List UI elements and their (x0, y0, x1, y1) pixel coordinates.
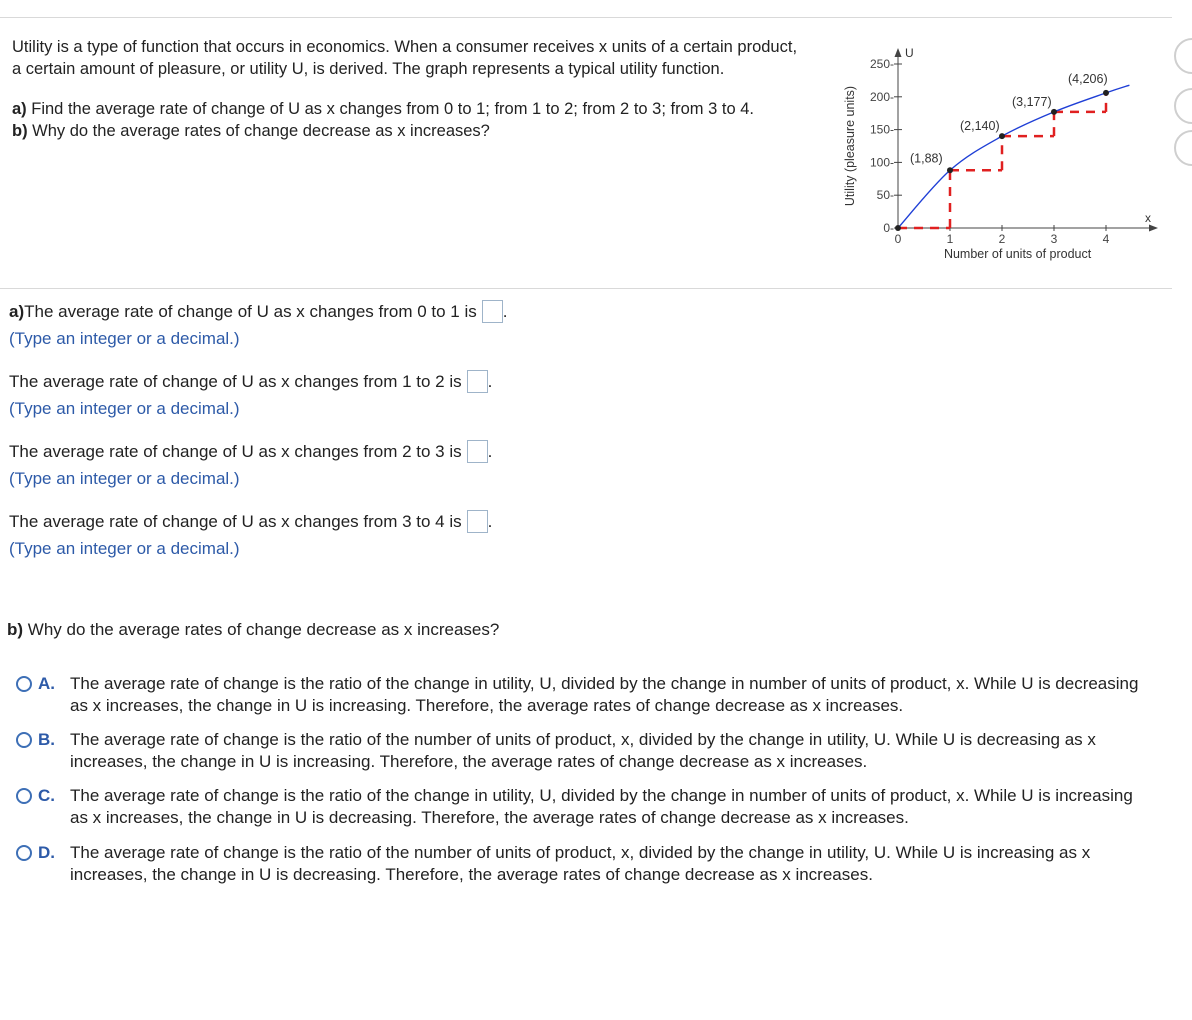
data-point-label: (4,206) (1068, 71, 1108, 86)
part-b-text: Why do the average rates of change decrease as x increases? (27, 122, 490, 140)
radio-d[interactable] (16, 845, 32, 861)
top-divider (0, 17, 1172, 18)
answer-1 (9, 300, 508, 350)
x-var-label: x (1145, 211, 1151, 225)
x-tick-label: 2 (998, 232, 1006, 246)
period: . (502, 301, 508, 321)
problem-part-a (12, 98, 812, 120)
utility-graph (832, 36, 1162, 276)
side-tab-top[interactable] (1174, 38, 1192, 74)
choice-a[interactable] (16, 673, 1150, 717)
x-tick-label: 4 (1102, 232, 1110, 246)
y-var-label: U (905, 46, 914, 60)
choice-a-text: The average rate of change is the ratio of the change in utility, U, divided by the change in number of units of product, x. While U is decreasing as x increases, the change in U is increasing. Therefore, the average rates of change decrease as x increases. (70, 674, 1139, 715)
answer-2 (9, 370, 492, 420)
problem-part-b (12, 120, 812, 142)
answer-3-text: The average rate of change of U as x changes from 2 to 3 is (9, 441, 462, 461)
answer-4-text: The average rate of change of U as x changes from 3 to 4 is (9, 511, 462, 531)
part-a-label: a) (12, 100, 27, 118)
period: . (487, 441, 493, 461)
answer-2-input[interactable] (467, 370, 488, 393)
y-tick-label: 50- (876, 188, 894, 203)
y-tick-label: 200- (869, 89, 894, 104)
radio-b[interactable] (16, 732, 32, 748)
answer-2-hint: (Type an integer or a decimal.) (9, 399, 240, 418)
radio-c[interactable] (16, 788, 32, 804)
choice-b[interactable] (16, 729, 1150, 773)
choice-d-letter: D. (38, 843, 55, 862)
y-tick-label: 100- (869, 155, 894, 170)
data-point (999, 133, 1005, 139)
y-axis-title: Utility (pleasure units) (843, 85, 857, 207)
answer-3-hint: (Type an integer or a decimal.) (9, 469, 240, 488)
x-tick-label: 3 (1050, 232, 1058, 246)
answer-2-text: The average rate of change of U as x changes from 1 to 2 is (9, 371, 462, 391)
answer-3 (9, 440, 492, 490)
choice-a-letter: A. (38, 674, 55, 693)
y-tick-label: 0- (883, 221, 894, 235)
choice-d[interactable] (16, 842, 1150, 886)
data-point-label: (3,177) (1012, 94, 1052, 109)
choice-c-letter: C. (38, 786, 55, 805)
choice-b-text: The average rate of change is the ratio of the number of units of product, x, divided by the change in utility, U. While U is decreasing as x increases, the change in U is increasing. Therefore, the average rates of change decrease as x increases. (70, 730, 1096, 771)
data-point (947, 167, 953, 173)
y-axis-arrow (895, 48, 902, 57)
period: . (487, 371, 493, 391)
middle-divider (0, 288, 1172, 289)
choice-d-text: The average rate of change is the ratio of the number of units of product, x, divided by the change in utility, U. While U is increasing as x increases, the change in U is decreasing. Therefore, the average rates of change decrease as x increases. (70, 843, 1091, 884)
answer-4 (9, 510, 492, 560)
answer-1-input[interactable] (482, 300, 503, 323)
answer-3-input[interactable] (467, 440, 488, 463)
radio-a[interactable] (16, 676, 32, 692)
data-point-label: (2,140) (960, 119, 1000, 134)
part-b-question (7, 620, 499, 640)
data-point (895, 225, 901, 231)
answer-1-hint: (Type an integer or a decimal.) (9, 329, 240, 348)
x-tick-label: 0 (894, 232, 902, 246)
y-tick-label: 250- (869, 57, 894, 71)
part-a-text: Find the average rate of change of U as x changes from 0 to 1; from 1 to 2; from 2 to 3; from 3 to 4. (26, 100, 754, 118)
x-axis-arrow (1149, 225, 1158, 232)
data-point (1103, 90, 1109, 96)
side-tab-middle[interactable] (1174, 88, 1192, 124)
part-b-label: b) (12, 122, 28, 140)
choice-b-letter: B. (38, 730, 55, 749)
part-b-question-text: Why do the average rates of change decrease as x increases? (23, 620, 500, 639)
answer-4-hint: (Type an integer or a decimal.) (9, 539, 240, 558)
choice-c[interactable] (16, 785, 1150, 829)
answer-a-label: a) (9, 301, 25, 321)
choice-c-text: The average rate of change is the ratio of the change in utility, U, divided by the change in number of units of product, x. While U is increasing as x increases, the change in U is decreasing. Therefore, the average rates of change decrease as x increases. (70, 786, 1133, 827)
data-point (1051, 109, 1057, 115)
x-axis-title: Number of units of product (943, 247, 1092, 261)
problem-statement (12, 36, 812, 142)
period: . (487, 511, 493, 531)
side-tab-bottom[interactable] (1174, 130, 1192, 166)
problem-intro: Utility is a type of function that occurs in economics. When a consumer receives x units of a certain product, a certain amount of pleasure, or utility U, is derived. The graph represents a typical utility function. (12, 38, 798, 78)
y-tick-label: 150- (869, 122, 894, 137)
data-point-label: (1,88) (910, 151, 943, 166)
x-tick-label: 1 (946, 232, 954, 246)
answer-1-text: The average rate of change of U as x changes from 0 to 1 is (24, 301, 477, 321)
answer-4-input[interactable] (467, 510, 488, 533)
part-b-question-label: b) (7, 620, 24, 639)
